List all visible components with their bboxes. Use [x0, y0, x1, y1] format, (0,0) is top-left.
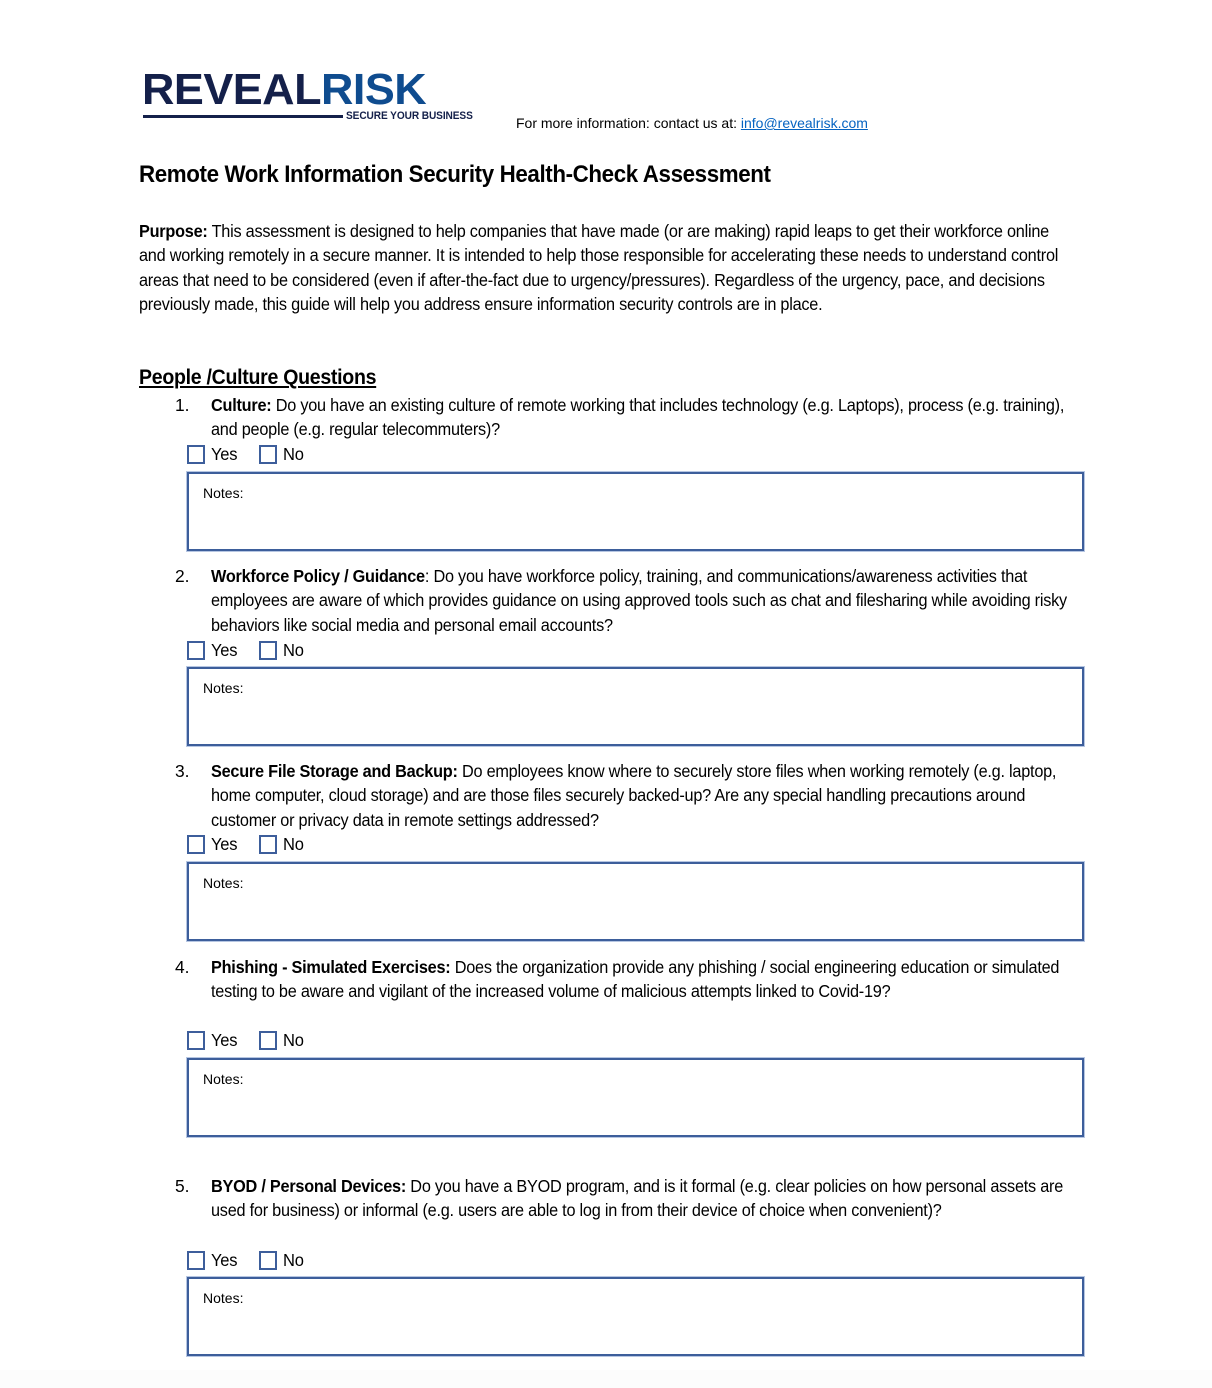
document-title: Remote Work Information Security Health-Check Assessment — [139, 161, 771, 188]
logo-tagline: SECURE YOUR BUSINESS — [346, 110, 473, 122]
no-label: No — [283, 834, 304, 854]
no-label: No — [283, 640, 304, 660]
contact-line — [516, 115, 868, 131]
notes-label: Notes: — [203, 1071, 244, 1087]
question-number: 3. — [175, 761, 190, 781]
contact-email-link[interactable]: info@revealrisk.com — [740, 115, 868, 131]
logo-reveal-text: REVEAL — [142, 65, 321, 114]
no-checkbox[interactable] — [259, 641, 277, 660]
question-body: Do you have a BYOD program, and is it formal (e.g. clear policies on how personal assets are used for business) or informal (e.g. users are able to log in from their device of choice when convenient)? — [211, 1176, 1064, 1221]
no-checkbox[interactable] — [259, 1031, 277, 1050]
notes-label: Notes: — [203, 875, 244, 891]
yes-label: Yes — [211, 834, 238, 854]
yes-label: Yes — [211, 1030, 238, 1050]
logo-risk-text: RISK — [320, 65, 427, 114]
question-text — [211, 1174, 1085, 1223]
yes-label: Yes — [211, 444, 238, 464]
question-number: 5. — [175, 1176, 190, 1196]
notes-textarea[interactable] — [187, 472, 1084, 551]
yes-label: Yes — [211, 640, 238, 660]
notes-textarea[interactable] — [187, 1277, 1084, 1356]
notes-textarea[interactable] — [187, 862, 1084, 941]
contact-prefix: For more information: contact us at: — [516, 115, 741, 131]
question-body: Does the organization provide any phishing / social engineering education or simulated testing to be aware and vigilant of the increased volume of malicious attempts linked to Covid-19? — [211, 957, 1060, 1002]
notes-label: Notes: — [203, 680, 244, 696]
question-text — [211, 955, 1085, 1004]
no-label: No — [283, 444, 304, 464]
question-body: Do you have an existing culture of remote working that includes technology (e.g. Laptops), process (e.g. training), and people (e.g. regular telecommuters)? — [211, 395, 1065, 440]
question-number: 2. — [175, 566, 190, 586]
yes-checkbox[interactable] — [187, 641, 205, 660]
question-title: BYOD / Personal Devices: — [211, 1176, 407, 1196]
section-heading-people-culture: People /Culture Questions — [139, 366, 377, 389]
question-text — [211, 564, 1085, 637]
no-checkbox[interactable] — [259, 835, 277, 854]
yes-checkbox[interactable] — [187, 835, 205, 854]
notes-label: Notes: — [203, 485, 244, 501]
yes-label: Yes — [211, 1250, 238, 1270]
question-number: 4. — [175, 957, 190, 977]
purpose-label: Purpose: — [139, 221, 208, 241]
notes-textarea[interactable] — [187, 667, 1084, 746]
purpose-text: This assessment is designed to help companies that have made (or are making) rapid leaps to get their workforce online and working remotely in a secure manner. It is intended to help those responsible for accelerating these needs to understand control areas that need to be considered (even if after-the-fact due to urgency/pressures). Regardless of the urgency, pace, and decisions previously made, this guide will help you address ensure information security controls are in place. — [139, 221, 1059, 314]
page-edge — [0, 1370, 1212, 1388]
question-text — [211, 759, 1085, 832]
yes-checkbox[interactable] — [187, 1251, 205, 1270]
no-label: No — [283, 1250, 304, 1270]
logo-wordmark — [142, 65, 427, 114]
notes-label: Notes: — [203, 1290, 244, 1306]
yes-checkbox[interactable] — [187, 445, 205, 464]
purpose-paragraph — [139, 219, 1074, 316]
question-title: Phishing - Simulated Exercises: — [211, 957, 451, 977]
logo-underline-rule — [143, 115, 343, 118]
question-text — [211, 393, 1085, 442]
question-body: : Do you have workforce policy, training, and communications/awareness activities that employees are aware of which provides guidance on using approved tools such as chat and filesharing while avoiding risky behaviors like social media and personal email accounts? — [211, 566, 1067, 635]
question-number: 1. — [175, 395, 190, 415]
no-label: No — [283, 1030, 304, 1050]
question-body: Do employees know where to securely store files when working remotely (e.g. laptop, home computer, cloud storage) and are those files securely backed-up? Are any special handling precautions around customer or privacy data in remote settings addressed? — [211, 761, 1057, 830]
no-checkbox[interactable] — [259, 445, 277, 464]
question-title: Workforce Policy / Guidance — [211, 566, 425, 586]
notes-textarea[interactable] — [187, 1058, 1084, 1137]
revealrisk-logo — [142, 65, 482, 126]
no-checkbox[interactable] — [259, 1251, 277, 1270]
question-title: Secure File Storage and Backup: — [211, 761, 458, 781]
question-title: Culture: — [211, 395, 272, 415]
yes-checkbox[interactable] — [187, 1031, 205, 1050]
